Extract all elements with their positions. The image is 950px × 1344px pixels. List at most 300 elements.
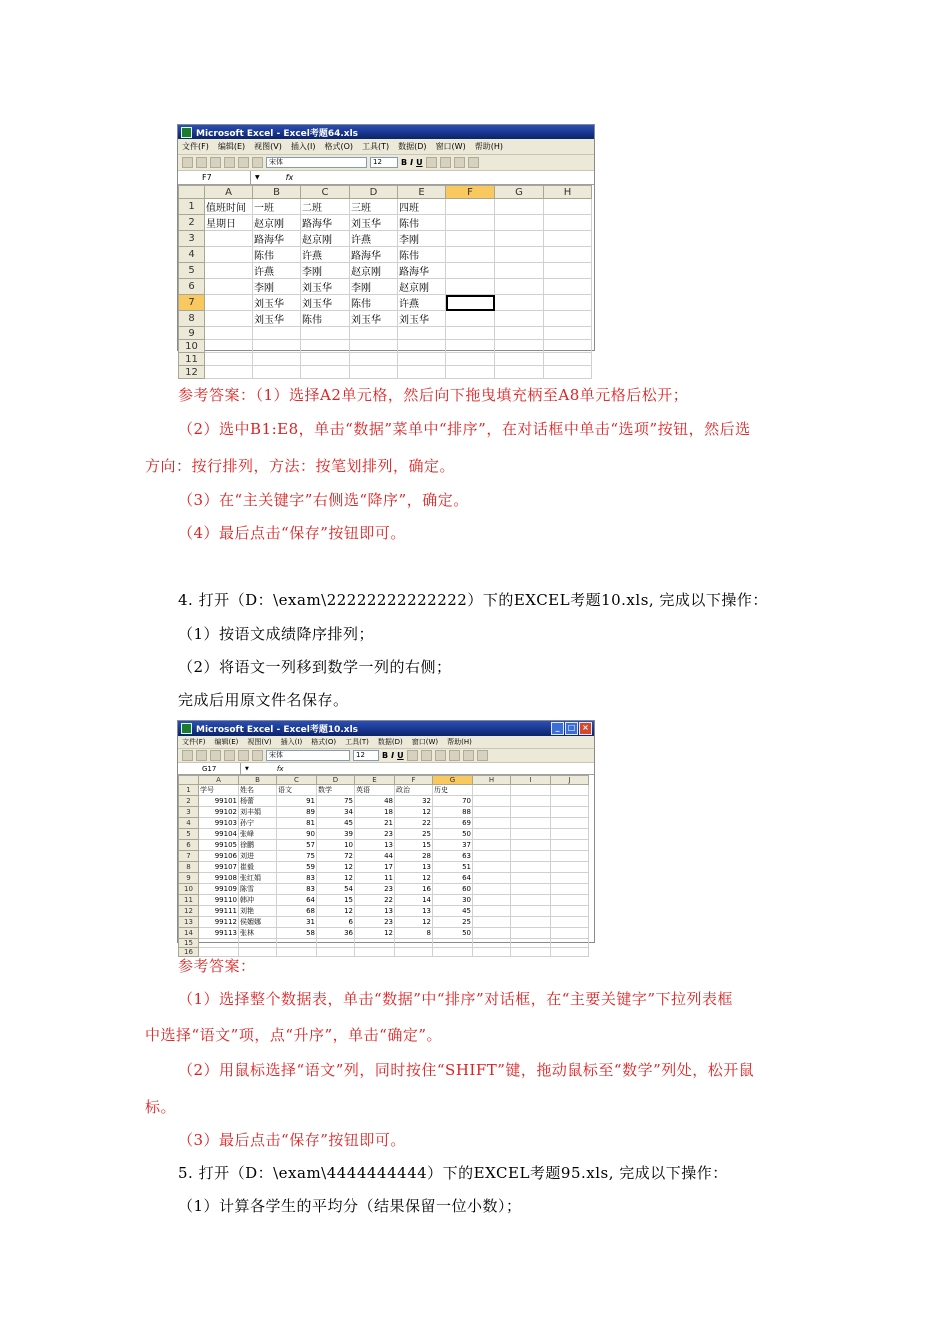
name-box-dropdown-icon[interactable]: ▼ [255, 174, 260, 181]
column-header[interactable]: G [433, 776, 473, 785]
cell[interactable] [551, 807, 589, 818]
cell[interactable]: 63 [433, 851, 473, 862]
cell[interactable]: 58 [277, 928, 317, 939]
cell[interactable] [398, 353, 446, 366]
column-header[interactable]: D [350, 186, 398, 199]
cell[interactable] [473, 873, 511, 884]
cell[interactable]: 陈伟 [301, 311, 350, 327]
cell[interactable] [350, 340, 398, 353]
font-size-box[interactable]: 12 [370, 157, 398, 168]
cell[interactable] [511, 948, 551, 957]
cell[interactable] [446, 311, 495, 327]
cell[interactable] [446, 247, 495, 263]
cell[interactable]: 83 [277, 873, 317, 884]
cell[interactable]: 李刚 [301, 263, 350, 279]
print-icon[interactable] [224, 157, 235, 168]
cell[interactable]: 12 [395, 807, 433, 818]
cell[interactable] [199, 939, 239, 948]
menu-item[interactable]: 文件(F) [182, 738, 206, 746]
cell[interactable]: 75 [317, 796, 355, 807]
cell[interactable]: 陈伟 [398, 215, 446, 231]
menu-item[interactable]: 插入(I) [280, 738, 303, 746]
cell[interactable]: 二班 [301, 199, 350, 215]
cell[interactable] [395, 948, 433, 957]
cell[interactable]: 韩冲 [239, 895, 277, 906]
cell[interactable] [350, 327, 398, 340]
cell[interactable]: 刘玉华 [398, 311, 446, 327]
cell[interactable]: 99104 [199, 829, 239, 840]
cell[interactable] [511, 851, 551, 862]
cell[interactable]: 刘玉华 [253, 311, 301, 327]
menu-item[interactable]: 工具(T) [362, 142, 390, 151]
cell[interactable] [205, 295, 253, 311]
row-header[interactable]: 8 [179, 311, 205, 327]
menu-item[interactable]: 窗口(W) [411, 738, 439, 746]
cell[interactable]: 许燕 [253, 263, 301, 279]
cell[interactable]: 刘玉华 [350, 311, 398, 327]
cell[interactable]: 90 [277, 829, 317, 840]
row-header[interactable]: 4 [179, 818, 199, 829]
cell[interactable] [544, 199, 592, 215]
italic-icon[interactable]: I [410, 158, 414, 167]
cell[interactable] [495, 340, 544, 353]
cell[interactable]: 99103 [199, 818, 239, 829]
row-header[interactable]: 13 [179, 917, 199, 928]
cell[interactable] [473, 906, 511, 917]
cell[interactable]: 刘丰娟 [239, 807, 277, 818]
cell[interactable]: 12 [395, 917, 433, 928]
cell[interactable] [301, 340, 350, 353]
fill-color-icon[interactable] [463, 750, 474, 761]
row-header[interactable]: 12 [179, 366, 205, 379]
cell[interactable]: 许燕 [398, 295, 446, 311]
menu-item[interactable]: 视图(V) [247, 738, 272, 746]
cell[interactable]: 孙宁 [239, 818, 277, 829]
column-header[interactable]: F [395, 776, 433, 785]
cell[interactable] [446, 295, 495, 311]
font-name-box[interactable]: 宋体 [266, 750, 350, 761]
cell[interactable] [551, 906, 589, 917]
cell[interactable] [205, 311, 253, 327]
row-header[interactable]: 7 [179, 295, 205, 311]
spreadsheet-grid[interactable] [178, 775, 589, 957]
cell[interactable] [205, 263, 253, 279]
cell[interactable] [473, 928, 511, 939]
cell[interactable] [355, 939, 395, 948]
menu-item[interactable]: 工具(T) [345, 738, 369, 746]
cell[interactable] [473, 829, 511, 840]
cell[interactable]: 陈雪 [239, 884, 277, 895]
menu-item[interactable]: 格式(O) [324, 142, 354, 151]
cell[interactable]: 99106 [199, 851, 239, 862]
restore-icon[interactable]: □ [565, 722, 578, 735]
cell[interactable] [433, 948, 473, 957]
cell[interactable] [301, 353, 350, 366]
cell[interactable]: 赵京刚 [253, 215, 301, 231]
cell[interactable]: 17 [355, 862, 395, 873]
cell[interactable] [544, 366, 592, 379]
cell[interactable]: 44 [355, 851, 395, 862]
cell[interactable] [551, 895, 589, 906]
cell[interactable] [473, 807, 511, 818]
cell[interactable]: 14 [395, 895, 433, 906]
cell[interactable] [205, 340, 253, 353]
column-header[interactable]: A [199, 776, 239, 785]
name-box[interactable]: G17 [178, 763, 241, 774]
cell[interactable] [551, 884, 589, 895]
align-center-icon[interactable] [421, 750, 432, 761]
cell[interactable]: 59 [277, 862, 317, 873]
cell[interactable]: 28 [395, 851, 433, 862]
cell[interactable]: 英语 [355, 785, 395, 796]
cell[interactable]: 11 [355, 873, 395, 884]
column-header[interactable]: C [277, 776, 317, 785]
cell[interactable] [301, 366, 350, 379]
cell[interactable]: 赵京刚 [398, 279, 446, 295]
row-header[interactable]: 3 [179, 807, 199, 818]
align-center-icon[interactable] [440, 157, 451, 168]
cell[interactable] [495, 366, 544, 379]
cell[interactable] [473, 862, 511, 873]
cell[interactable] [511, 785, 551, 796]
row-header[interactable]: 9 [179, 873, 199, 884]
cell[interactable] [551, 818, 589, 829]
cell[interactable]: 69 [433, 818, 473, 829]
cell[interactable]: 历史 [433, 785, 473, 796]
cell[interactable] [446, 279, 495, 295]
cell[interactable] [511, 906, 551, 917]
menu-item[interactable]: 编辑(E) [214, 738, 239, 746]
cell[interactable] [277, 939, 317, 948]
menu-item[interactable]: 数据(D) [377, 738, 403, 746]
cell[interactable]: 72 [317, 851, 355, 862]
cell[interactable] [551, 948, 589, 957]
cell[interactable]: 16 [395, 884, 433, 895]
cell[interactable]: 刘玉华 [301, 295, 350, 311]
cell[interactable]: 57 [277, 840, 317, 851]
cell[interactable]: 99101 [199, 796, 239, 807]
cell[interactable]: 许燕 [350, 231, 398, 247]
bold-icon[interactable]: B [382, 751, 389, 760]
cell[interactable]: 赵京刚 [350, 263, 398, 279]
borders-icon[interactable] [449, 750, 460, 761]
cell[interactable] [544, 327, 592, 340]
cell[interactable]: 60 [433, 884, 473, 895]
cell[interactable]: 10 [317, 840, 355, 851]
cell[interactable]: 99107 [199, 862, 239, 873]
cell[interactable] [511, 884, 551, 895]
row-header[interactable]: 6 [179, 840, 199, 851]
cell[interactable] [495, 295, 544, 311]
cell[interactable]: 赵京刚 [301, 231, 350, 247]
cell[interactable] [205, 279, 253, 295]
help-icon[interactable] [252, 750, 263, 761]
column-header[interactable]: J [551, 776, 589, 785]
cell[interactable] [511, 917, 551, 928]
cell[interactable]: 学号 [199, 785, 239, 796]
cell[interactable]: 数学 [317, 785, 355, 796]
row-header[interactable]: 16 [179, 948, 199, 957]
column-header[interactable]: A [205, 186, 253, 199]
font-color-icon[interactable] [477, 750, 488, 761]
row-header[interactable]: 5 [179, 829, 199, 840]
cell[interactable] [511, 862, 551, 873]
select-all-corner[interactable] [179, 186, 205, 199]
cell[interactable]: 一班 [253, 199, 301, 215]
cell[interactable]: 陈伟 [350, 295, 398, 311]
undo-icon[interactable] [238, 750, 249, 761]
cell[interactable] [544, 353, 592, 366]
cell[interactable] [446, 215, 495, 231]
cell[interactable] [495, 231, 544, 247]
row-header[interactable]: 8 [179, 862, 199, 873]
cell[interactable] [473, 840, 511, 851]
cell[interactable]: 31 [277, 917, 317, 928]
cell[interactable]: 路海华 [301, 215, 350, 231]
row-header[interactable]: 2 [179, 796, 199, 807]
cell[interactable] [239, 939, 277, 948]
cell[interactable] [253, 366, 301, 379]
cell[interactable]: 22 [395, 818, 433, 829]
cell[interactable] [551, 873, 589, 884]
cell[interactable] [495, 263, 544, 279]
name-box-dropdown-icon[interactable]: ▼ [245, 765, 249, 772]
cell[interactable]: 45 [433, 906, 473, 917]
cell[interactable]: 徐鹏 [239, 840, 277, 851]
cell[interactable]: 64 [277, 895, 317, 906]
cell[interactable]: 99112 [199, 917, 239, 928]
cell[interactable]: 22 [355, 895, 395, 906]
cell[interactable] [511, 939, 551, 948]
cell[interactable]: 18 [355, 807, 395, 818]
cell[interactable] [473, 818, 511, 829]
cell[interactable] [205, 231, 253, 247]
cell[interactable] [511, 840, 551, 851]
cell[interactable]: 李刚 [398, 231, 446, 247]
cell[interactable]: 星期日 [205, 215, 253, 231]
cell[interactable]: 25 [395, 829, 433, 840]
bold-icon[interactable]: B [401, 158, 408, 167]
cell[interactable] [551, 939, 589, 948]
column-header[interactable]: E [355, 776, 395, 785]
cell[interactable]: 23 [355, 829, 395, 840]
cell[interactable] [473, 851, 511, 862]
cell[interactable]: 68 [277, 906, 317, 917]
cell[interactable] [317, 948, 355, 957]
cell[interactable]: 39 [317, 829, 355, 840]
cell[interactable]: 45 [317, 818, 355, 829]
cell[interactable]: 99113 [199, 928, 239, 939]
cell[interactable] [205, 353, 253, 366]
cell[interactable]: 路海华 [350, 247, 398, 263]
cell[interactable] [473, 948, 511, 957]
cell[interactable] [205, 366, 253, 379]
cell[interactable]: 李刚 [253, 279, 301, 295]
cell[interactable]: 64 [433, 873, 473, 884]
cell[interactable]: 13 [395, 862, 433, 873]
open-icon[interactable] [196, 157, 207, 168]
cell[interactable]: 34 [317, 807, 355, 818]
cell[interactable] [473, 785, 511, 796]
cell[interactable]: 21 [355, 818, 395, 829]
print-icon[interactable] [224, 750, 235, 761]
cell[interactable]: 99105 [199, 840, 239, 851]
italic-icon[interactable]: I [391, 751, 395, 760]
column-header[interactable]: B [239, 776, 277, 785]
cell[interactable]: 99111 [199, 906, 239, 917]
cell[interactable]: 32 [395, 796, 433, 807]
cell[interactable]: 12 [395, 873, 433, 884]
cell[interactable]: 50 [433, 829, 473, 840]
cell[interactable] [511, 807, 551, 818]
cell[interactable]: 50 [433, 928, 473, 939]
cell[interactable] [446, 366, 495, 379]
cell[interactable]: 路海华 [253, 231, 301, 247]
cell[interactable]: 陈伟 [398, 247, 446, 263]
cell[interactable] [551, 851, 589, 862]
column-header[interactable]: E [398, 186, 446, 199]
align-left-icon[interactable] [426, 157, 437, 168]
cell[interactable] [495, 279, 544, 295]
cell[interactable]: 张林 [239, 928, 277, 939]
cell[interactable] [495, 199, 544, 215]
cell[interactable]: 张红娟 [239, 873, 277, 884]
row-header[interactable]: 3 [179, 231, 205, 247]
cell[interactable] [511, 928, 551, 939]
cell[interactable]: 88 [433, 807, 473, 818]
column-header[interactable]: D [317, 776, 355, 785]
cell[interactable]: 刘玉华 [350, 215, 398, 231]
cell[interactable]: 36 [317, 928, 355, 939]
cell[interactable]: 13 [395, 906, 433, 917]
cell[interactable]: 陈伟 [253, 247, 301, 263]
cell[interactable] [551, 917, 589, 928]
column-header[interactable]: I [511, 776, 551, 785]
menu-item[interactable]: 插入(I) [290, 142, 316, 151]
menu-item[interactable]: 帮助(H) [474, 142, 503, 151]
column-header[interactable]: G [495, 186, 544, 199]
cell[interactable] [495, 353, 544, 366]
menu-item[interactable]: 格式(O) [311, 738, 337, 746]
cell[interactable] [551, 829, 589, 840]
row-header[interactable]: 11 [179, 353, 205, 366]
cell[interactable]: 91 [277, 796, 317, 807]
help-icon[interactable] [252, 157, 263, 168]
merge-icon[interactable] [468, 157, 479, 168]
cell[interactable]: 8 [395, 928, 433, 939]
cell[interactable] [495, 327, 544, 340]
cell[interactable]: 99108 [199, 873, 239, 884]
cell[interactable] [511, 818, 551, 829]
cell[interactable] [253, 340, 301, 353]
cell[interactable] [495, 247, 544, 263]
cell[interactable] [473, 884, 511, 895]
menu-item[interactable]: 窗口(W) [435, 142, 466, 151]
cell[interactable]: 崔毅 [239, 862, 277, 873]
cell[interactable] [544, 279, 592, 295]
cell[interactable]: 99110 [199, 895, 239, 906]
cell[interactable]: 张峰 [239, 829, 277, 840]
open-icon[interactable] [196, 750, 207, 761]
align-right-icon[interactable] [435, 750, 446, 761]
cell[interactable] [544, 311, 592, 327]
cell[interactable] [473, 895, 511, 906]
column-header[interactable]: C [301, 186, 350, 199]
name-box[interactable]: F7 [178, 171, 251, 184]
cell[interactable]: 许燕 [301, 247, 350, 263]
minimize-icon[interactable]: _ [551, 722, 564, 735]
menu-item[interactable]: 帮助(H) [447, 738, 472, 746]
font-name-box[interactable]: 宋体 [266, 157, 367, 168]
row-header[interactable]: 6 [179, 279, 205, 295]
cell[interactable]: 侯媚娜 [239, 917, 277, 928]
cell[interactable]: 51 [433, 862, 473, 873]
cell[interactable] [395, 939, 433, 948]
row-header[interactable]: 1 [179, 199, 205, 215]
save-icon[interactable] [210, 157, 221, 168]
cell[interactable]: 李刚 [350, 279, 398, 295]
cell[interactable] [398, 340, 446, 353]
select-all-corner[interactable] [179, 776, 199, 785]
cell[interactable] [398, 327, 446, 340]
cell[interactable] [551, 796, 589, 807]
cell[interactable] [446, 353, 495, 366]
cell[interactable]: 48 [355, 796, 395, 807]
cell[interactable]: 12 [317, 873, 355, 884]
cell[interactable] [446, 340, 495, 353]
cell[interactable] [253, 327, 301, 340]
cell[interactable] [433, 939, 473, 948]
new-icon[interactable] [182, 750, 193, 761]
cell[interactable]: 25 [433, 917, 473, 928]
cell[interactable]: 刘玉华 [301, 279, 350, 295]
row-header[interactable]: 14 [179, 928, 199, 939]
cell[interactable] [544, 295, 592, 311]
cell[interactable]: 12 [317, 862, 355, 873]
row-header[interactable]: 9 [179, 327, 205, 340]
cell[interactable] [551, 928, 589, 939]
row-header[interactable]: 10 [179, 884, 199, 895]
row-header[interactable]: 7 [179, 851, 199, 862]
cell[interactable]: 23 [355, 884, 395, 895]
cell[interactable]: 23 [355, 917, 395, 928]
cell[interactable] [317, 939, 355, 948]
cell[interactable]: 语文 [277, 785, 317, 796]
cell[interactable] [511, 829, 551, 840]
row-header[interactable]: 2 [179, 215, 205, 231]
row-header[interactable]: 5 [179, 263, 205, 279]
cell[interactable] [398, 366, 446, 379]
cell[interactable] [473, 939, 511, 948]
column-header[interactable]: H [544, 186, 592, 199]
undo-icon[interactable] [238, 157, 249, 168]
cell[interactable]: 三班 [350, 199, 398, 215]
cell[interactable]: 刘艳 [239, 906, 277, 917]
cell[interactable]: 83 [277, 884, 317, 895]
cell[interactable] [446, 231, 495, 247]
cell[interactable] [544, 215, 592, 231]
cell[interactable]: 75 [277, 851, 317, 862]
new-icon[interactable] [182, 157, 193, 168]
cell[interactable]: 54 [317, 884, 355, 895]
menu-item[interactable]: 视图(V) [254, 142, 282, 151]
menu-item[interactable]: 数据(D) [398, 142, 427, 151]
menu-item[interactable]: 编辑(E) [217, 142, 246, 151]
spreadsheet-grid[interactable] [178, 185, 592, 379]
cell[interactable] [544, 247, 592, 263]
cell[interactable] [511, 895, 551, 906]
align-right-icon[interactable] [454, 157, 465, 168]
